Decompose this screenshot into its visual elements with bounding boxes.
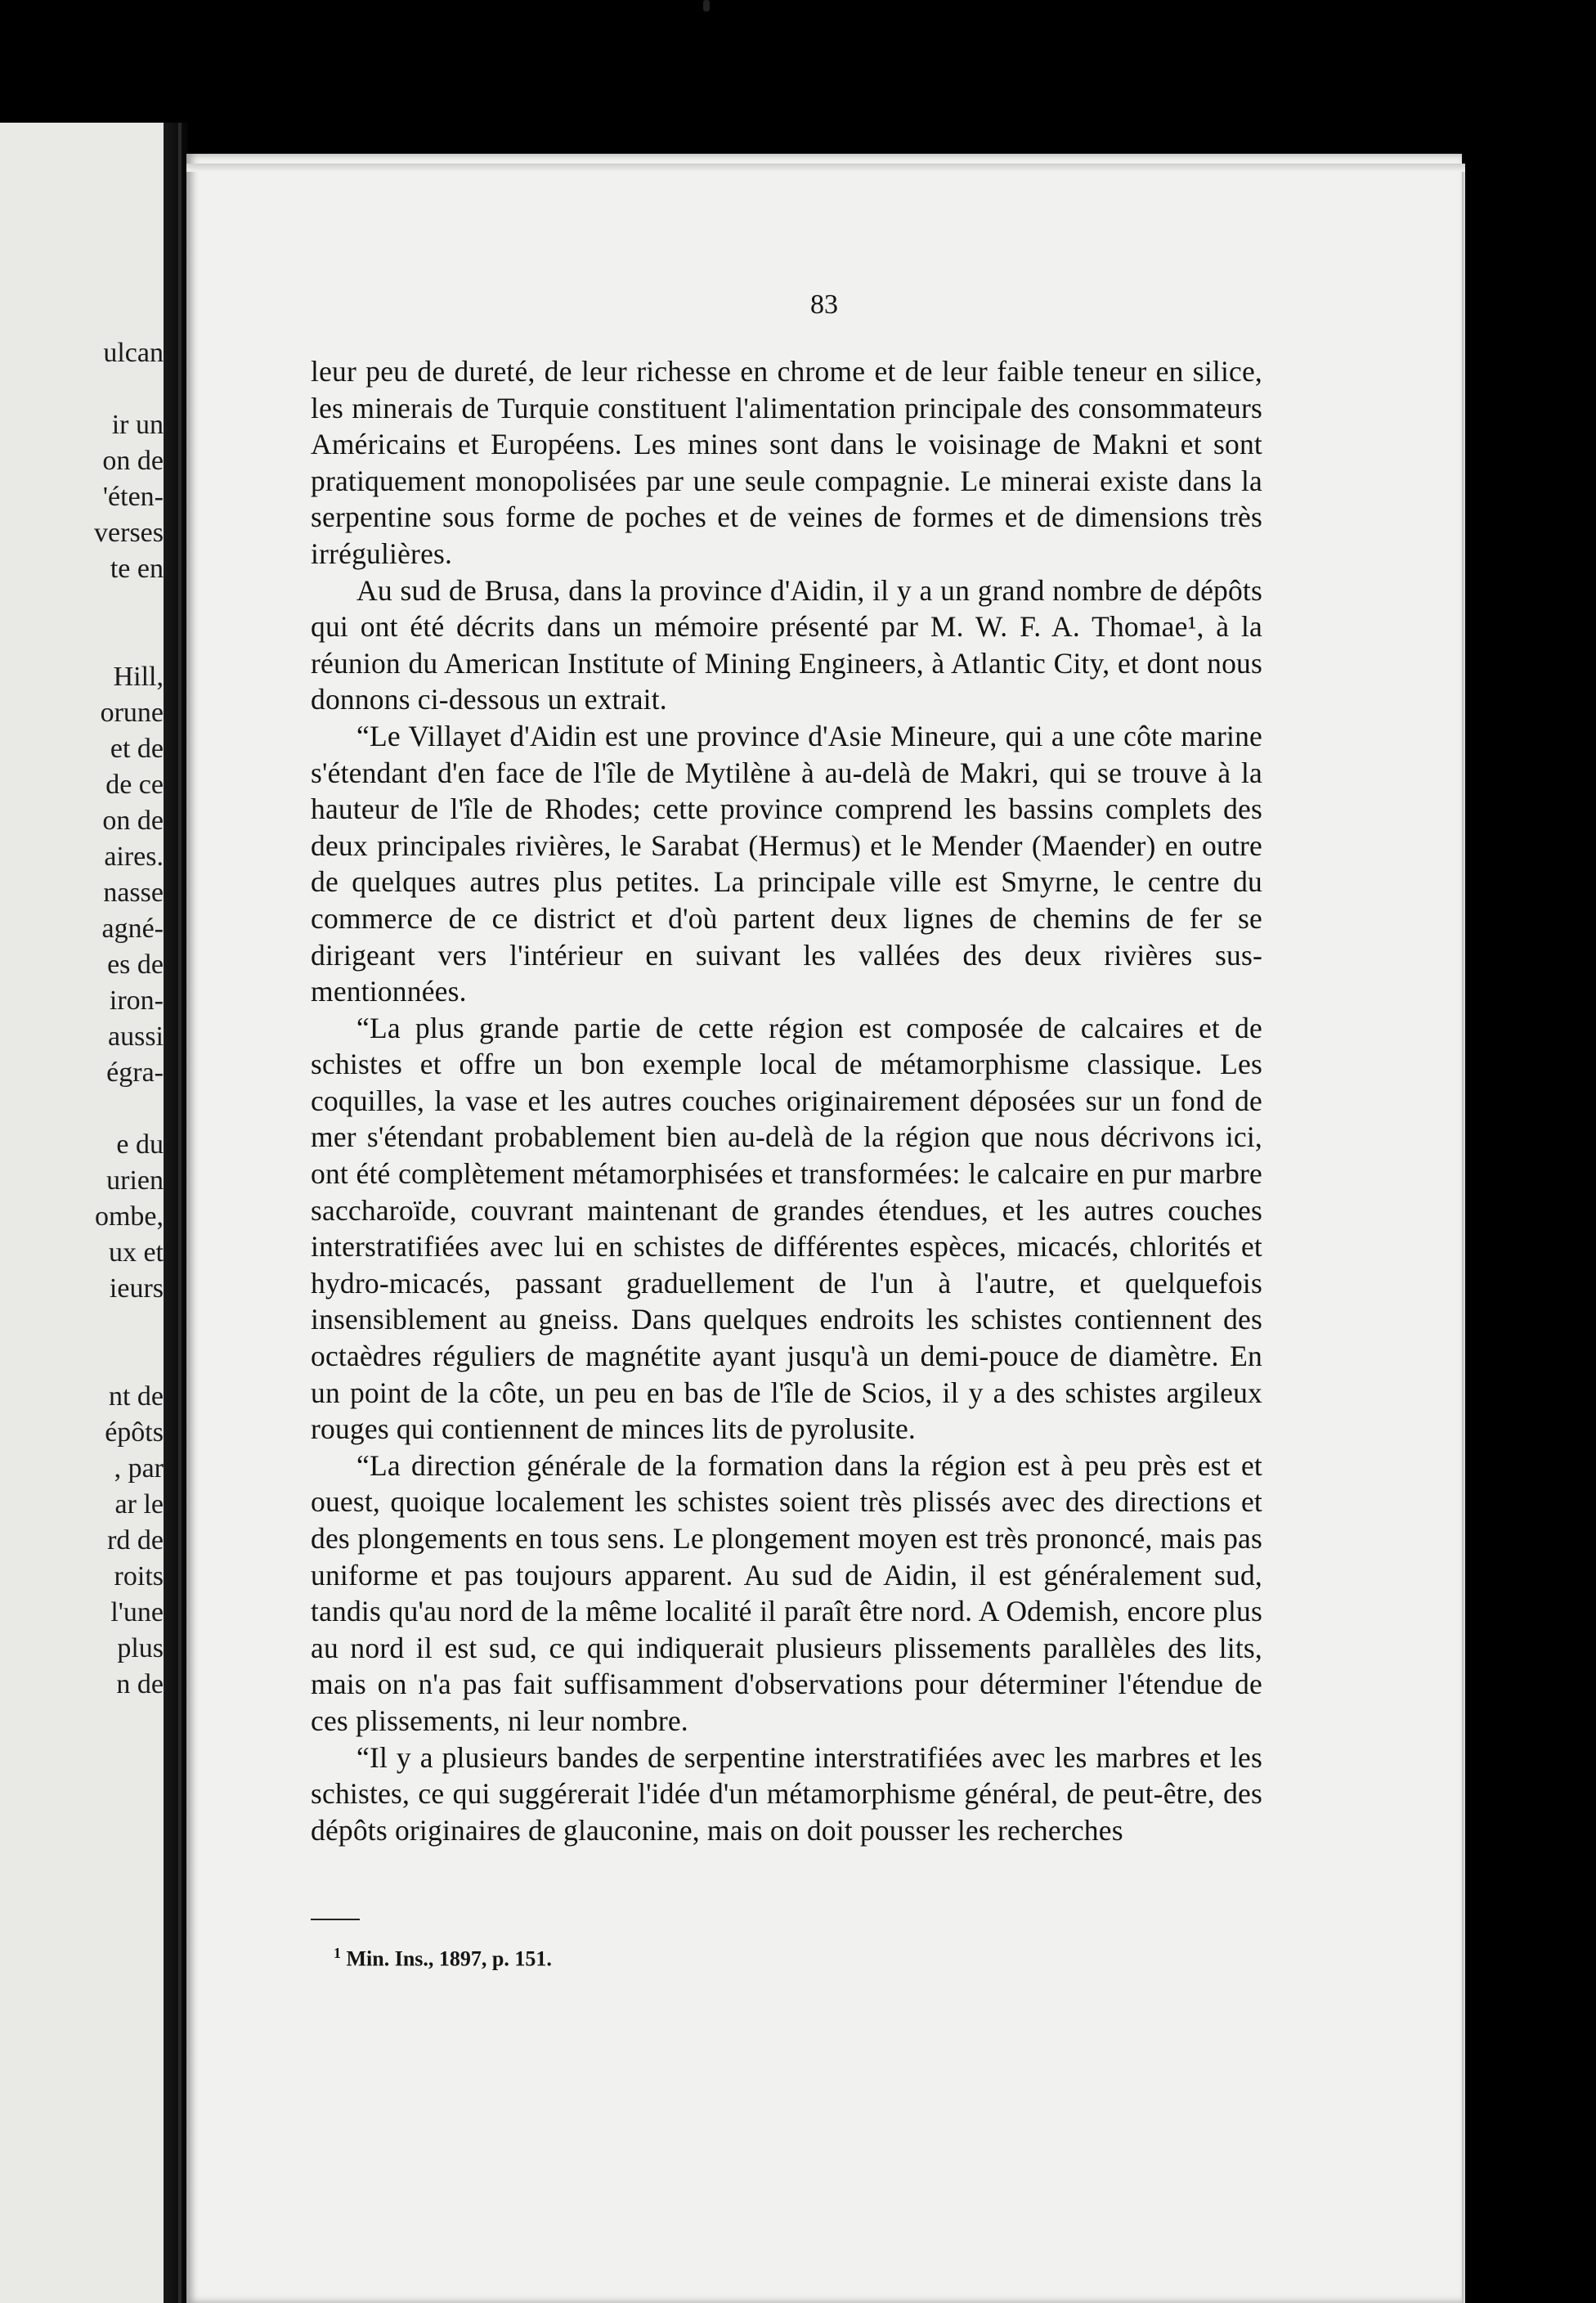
footnote-text: Min. Ins., 1897, p. 151. [346, 1946, 552, 1971]
left-fragment-line: e du [116, 1129, 164, 1160]
left-fragment-line: orune [100, 698, 164, 728]
left-fragment-line: nasse [103, 878, 164, 908]
left-page-text-fragments [94, 335, 164, 1703]
left-fragment-line: nt de [108, 1381, 164, 1412]
left-page-fragment [0, 123, 164, 2303]
left-fragment-line: plus [117, 1633, 164, 1663]
left-fragment-line [94, 587, 164, 623]
left-fragment-line: te en [110, 554, 164, 584]
left-fragment-line: ar le [114, 1489, 164, 1520]
page-edge-line [178, 123, 182, 2303]
left-fragment-line [94, 1307, 164, 1343]
left-fragment-line: ulcan [103, 338, 164, 368]
body-text [311, 353, 1262, 1848]
left-fragment-line: l'une [110, 1597, 164, 1627]
left-fragment-line: on de [102, 446, 164, 476]
page-number: 83 [810, 290, 838, 320]
left-fragment-line [94, 371, 164, 407]
left-fragment-line: 'éten- [102, 482, 164, 512]
left-fragment-line [94, 623, 164, 659]
left-fragment-line: Hill, [113, 662, 164, 692]
footnote-mark: 1 [334, 1945, 341, 1961]
left-fragment-line: iron- [109, 985, 164, 1016]
paragraph-4: “La plus grande partie de cette région est composée de calcaires et de schistes et offre un bon exemple local de métamorphisme classique. Les coquilles, la vase et les autres couches originairement déposées sur un fond de mer s'étendant probablement bien au-delà de la région que nous décrivons ici, ont été complètement métamorphisées et transformées: le calcaire en pur marbre saccharoïde, couvrant maintenant de grandes étendues, et les autres couches interstratifiées avec lui en schistes de différentes espèces, micacés, chlorités et hydro-micacés, passant graduellement de l'un à l'autre, et quelquefois insensiblement au gneiss. Dans quelques endroits les schistes contiennent des octaèdres réguliers de magnétite ayant jusqu'à un demi-pouce de diamètre. En un point de la côte, un peu en bas de l'île de Scios, il y a des schistes argileux rouges qui contiennent de minces lits de pyrolusite. [311, 1011, 1262, 1446]
book-gutter [164, 123, 188, 2303]
paragraph-6: “Il y a plusieurs bandes de serpentine interstratifiées avec les marbres et les schistes, ce qui suggérerait l'idée d'un métamorphisme général, de peut-être, des dépôts originaires de glauconine, mais on doit pousser les recherches [311, 1740, 1262, 1847]
paragraph-2: Au sud de Brusa, dans la province d'Aidin, il y a un grand nombre de dépôts qui ont été décrits dans un mémoire présenté par M. W. F. A. Thomae¹, à la réunion du American Institute of Mining Engineers, à Atlantic City, et dont nous donnons ci-dessous un extrait. [311, 573, 1262, 716]
page-top-edge [186, 164, 1465, 172]
left-fragment-line: épôts [105, 1417, 164, 1448]
left-fragment-line: urien [106, 1165, 164, 1196]
left-fragment-line: agné- [101, 914, 164, 944]
left-fragment-line: verses [94, 518, 164, 548]
left-fragment-line: on de [102, 806, 164, 836]
left-fragment-line: aussi [108, 1021, 164, 1052]
left-fragment-line: ux et [108, 1237, 164, 1268]
paragraph-1: leur peu de dureté, de leur richesse en chrome et de leur faible teneur en silice, les minerais de Turquie constituent l'alimentation principale des consommateurs Américains et Européens. Les mines sont dans le voisinage de Makni et sont pratiquement monopolisées par une seule compagnie. Le minerai existe dans la serpentine sous forme de poches et de veines de formes et de dimensions très irrégulières. [311, 355, 1262, 570]
left-fragment-line [94, 1091, 164, 1127]
left-fragment-line: aires. [104, 842, 164, 872]
left-fragment-line: , par [114, 1453, 164, 1484]
left-fragment-line: roits [114, 1561, 164, 1591]
paragraph-3: “Le Villayet d'Aidin est une province d'Asie Mineure, qui a une côte marine s'étendant d'en face de l'île de Mytilène à au-delà de Makri, qui se trouve à la hauteur de l'île de Rhodes; cette province comprend les bassins complets des deux principales rivières, le Sarabat (Hermus) et le Mender (Maender) en outre de quelques autres plus petites. La principale ville est Smyrne, le centre du commerce de ce district et d'où partent deux lignes de chemins de fer se dirigeant vers l'intérieur en suivant les vallées des deux rivières sus-mentionnées. [311, 719, 1262, 1008]
paragraph-5: “La direction générale de la formation dans la région est à peu près est et ouest, quoique localement les schistes soient très plissés avec des directions et des plongements en tous sens. Le plongement moyen est très prononcé, mais pas uniforme et pas toujours apparent. Au sud de Aidin, il est généralement sud, tandis qu'au nord de la même localité il paraît être nord. A Odemish, encore plus au nord il est sud, ce qui indiquerait plusieurs plissements parallèles des lits, mais on n'a pas fait suffisamment d'observations pour déterminer l'étendue de ces plissements, ni leur nombre. [311, 1448, 1262, 1737]
left-fragment-line: es de [107, 949, 164, 980]
left-fragment-line [94, 1343, 164, 1379]
left-fragment-line: n de [116, 1669, 164, 1699]
left-fragment-line: rd de [107, 1525, 164, 1556]
left-fragment-line: égra- [106, 1057, 164, 1088]
left-fragment-line: ir un [111, 410, 164, 440]
left-fragment-line: ombe, [94, 1201, 164, 1232]
left-fragment-line: de ce [105, 770, 164, 800]
footnote [334, 1945, 552, 1972]
left-fragment-line: et de [110, 734, 164, 764]
footnote-rule [311, 1919, 360, 1920]
scan-speck [703, 0, 710, 11]
left-fragment-line: ieurs [109, 1273, 164, 1304]
